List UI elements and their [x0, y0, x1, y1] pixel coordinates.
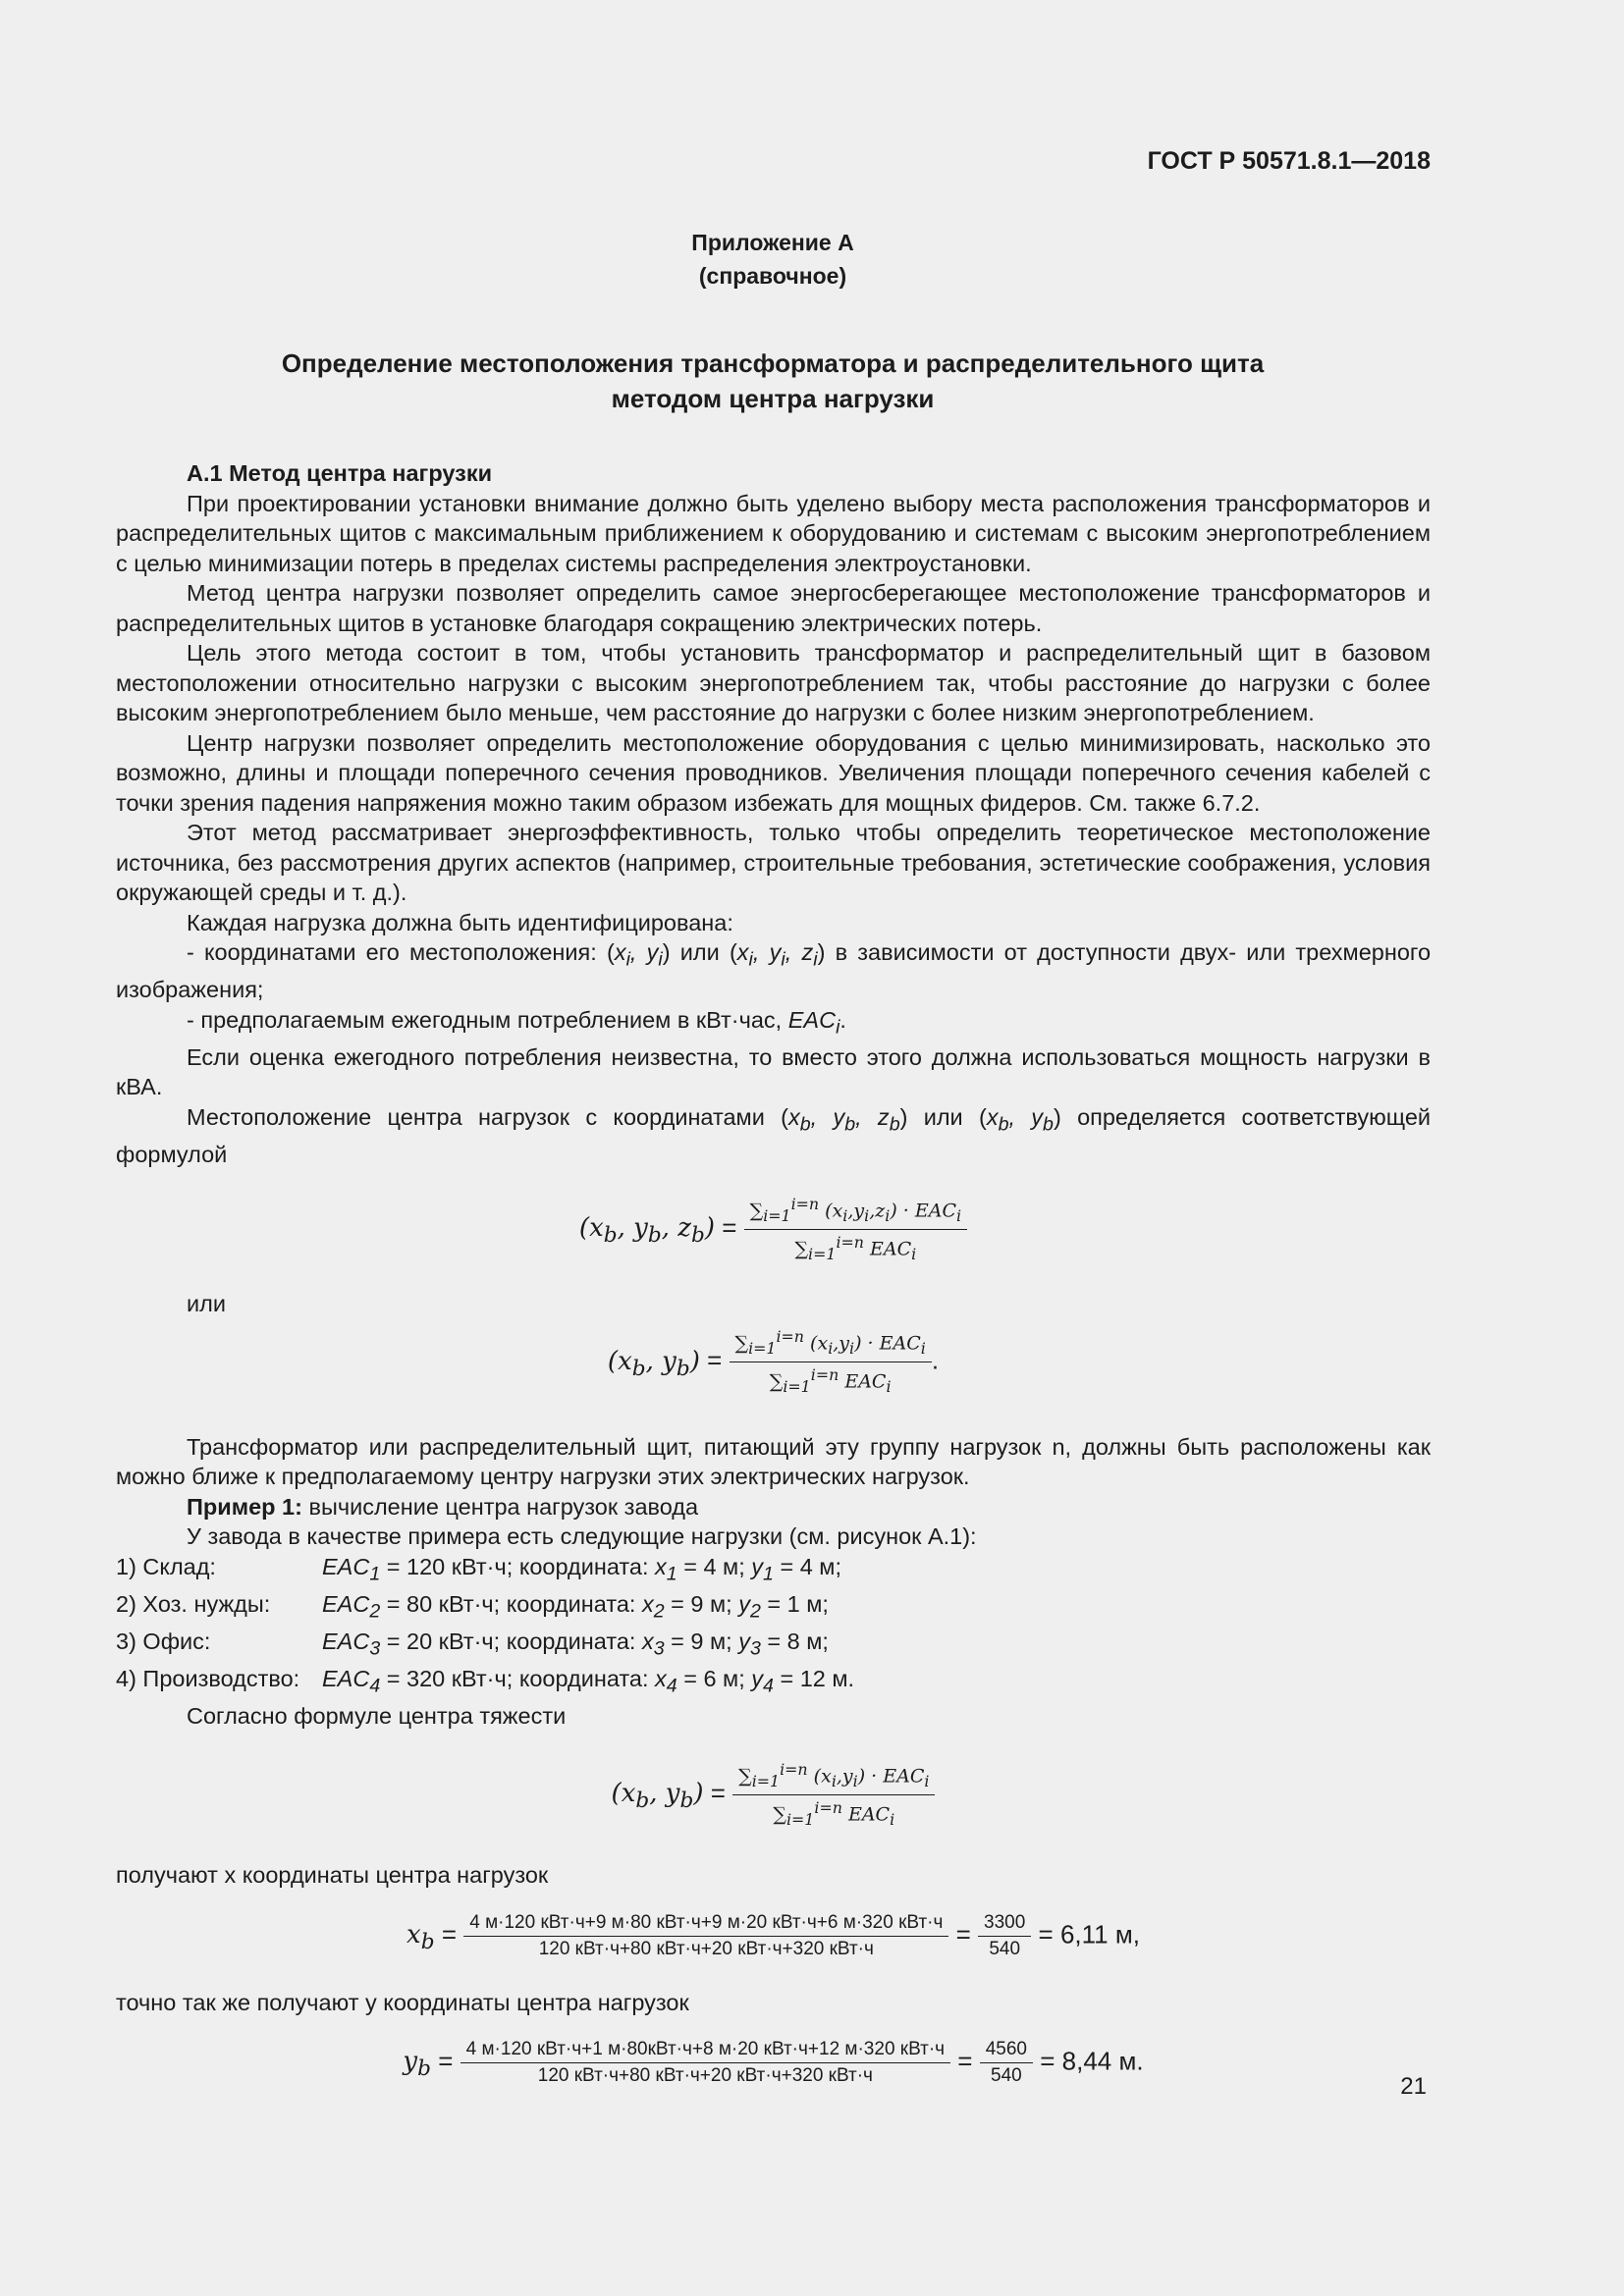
paragraph: Согласно формуле центра тяжести [187, 1703, 567, 1730]
paragraph: Метод центра нагрузки позволяет определить самое энергосберегающее местоположение трансформаторов и распределительных щитов в установке благодаря сокращению электрических потерь. [116, 580, 1431, 636]
formula-center-of-gravity: ($x_b$, $y_b$) = $\frac{\sum_{i=1}^{i=n} (x_i,y_i) \cdot EAC_i}{\sum_{i=1}^{i=n} EAC_i}$ [116, 1759, 1431, 1831]
appendix-subtitle: (справочное) [698, 263, 847, 289]
loads-list [116, 1552, 1431, 1702]
document-title-line2: методом центра нагрузки [611, 384, 935, 413]
document-title [0, 346, 1545, 416]
paragraph: Если оценка ежегодного потребления неизвестна, то вместо этого должна использоваться мощность нагрузки в кВА. [116, 1043, 1431, 1100]
paragraph-consumption: - предполагаемым ежегодным потреблением в кВт·час, $EAC_i$. [187, 1006, 846, 1039]
load-item: 3) Офис: $EAC_3 = 20$ кВт·ч; координата: $x_3 = 9$ м; $y_3 = 8$ м; [116, 1628, 829, 1660]
paragraph: Цель этого метода состоит в том, чтобы установить трансформатор и распределительный щит в базовом местоположении относительно нагрузки с высоким энергопотреблением так, чтобы расстояние до нагрузки с более высоким энергопотреблением было меньше, чем расстояние до нагрузки с более низким энергопотреблением. [116, 640, 1431, 725]
paragraph-load-center: Местоположение центра нагрузок с координатами ($x_b$, $y_b$, $z_b$) или ($x_b$, $y_b$) определяется соответствующей формулой [116, 1103, 1432, 1168]
load-item: 2) Хоз. нужды: $EAC_2 = 80$ кВт·ч; координата: $x_2 = 9$ м; $y_2 = 1$ м; [116, 1590, 829, 1623]
paragraph: получают x координаты центра нагрузок [116, 1862, 549, 1889]
example-heading: Пример 1: вычисление центра нагрузок завода [187, 1493, 699, 1520]
document-title-line1: Определение местоположения трансформатора и распределительного щита [281, 348, 1265, 378]
paragraph: точно так же получают y координаты центра нагрузок [116, 1989, 689, 2015]
load-item: 1) Склад: $EAC_1 = 120$ кВт·ч; координата: $x_1 = 4$ м; $y_1 = 4$ м; [116, 1553, 841, 1585]
paragraph: Этот метод рассматривает энергоэффективность, только чтобы определить теоретическое местоположение источника, без рассмотрения других аспектов (например, строительные требования, эстетические соображения, условия окружающей среды и т. д.). [116, 820, 1431, 905]
paragraph: Центр нагрузки позволяет определить местоположение оборудования с целью минимизировать, насколько это возможно, длины и площади поперечного сечения проводников. Увеличения площади поперечного сечения кабелей с точки зрения падения напряжения можно таким образом избежать для мощных фидеров. См. также 6.7.2. [116, 729, 1431, 816]
formula-yb: $y_b$ = $\frac{\text{4 м·120 кВт·ч+1 м·80кВт·ч+8 м·20 кВт·ч+12 м·320 кВт·ч}}{\text{120 кВт·ч+80 кВт·ч+20 кВт·ч+320 кВт·ч}}$ = $\frac{4560}{540}$ = 8,44 м. [403, 2039, 1144, 2087]
or-text: или [187, 1290, 226, 1316]
paragraph-coordinates: - координатами его местоположения: ($x_i$, $y_i$) или ($x_i$, $y_i$, $z_i$) в зависимости от доступности двух- или трехмерного изображения; [116, 939, 1432, 1003]
document-body [116, 458, 1431, 2087]
section-heading: А.1 Метод центра нагрузки [187, 460, 493, 486]
formula-xb: $x_b$ = $\frac{\text{4 м·120 кВт·ч+9 м·80 кВт·ч+9 м·20 кВт·ч+6 м·320 кВт·ч}}{\text{120 кВт·ч+80 кВт·ч+20 кВт·ч+320 кВт·ч}}$ = $\frac{3300}{540}$ = 6,11 м, [406, 1911, 1140, 1959]
paragraph: Каждая нагрузка должна быть идентифицирована: [187, 909, 733, 935]
standard-number: ГОСТ Р 50571.8.1—2018 [1147, 147, 1431, 175]
page-number: 21 [1400, 2073, 1427, 2100]
paragraph: У завода в качестве примера есть следующие нагрузки (см. рисунок А.1): [187, 1523, 977, 1550]
appendix-title: Приложение А [691, 230, 854, 255]
formula-2d: ($x_b$, $y_b$) = $\frac{\sum_{i=1}^{i=n} (x_i,y_i) \cdot EAC_i}{\sum_{i=1}^{i=n} EAC_i}$ . [607, 1327, 940, 1397]
formula-3d: ($x_b$, $y_b$, $z_b$) = $\frac{\sum_{i=1}^{i=n} (x_i,y_i,z_i) \cdot EAC_i}{\sum_{i=1}^{i=n} EAC_i}$ [116, 1194, 1431, 1265]
appendix-header [0, 226, 1545, 293]
paragraph: Трансформатор или распределительный щит, питающий эту группу нагрузок n, должны быть расположены как можно ближе к предполагаемому центру нагрузки этих электрических нагрузок. [116, 1433, 1431, 1490]
paragraph: При проектировании установки внимание должно быть уделено выбору места расположения трансформаторов и распределительных щитов с максимальным приближением к оборудованию и системам с высоким энергопотреблением с целью минимизации потерь в пределах системы распределения электроустановки. [116, 490, 1431, 576]
load-item: 4) Производство: $EAC_4 = 320$ кВт·ч; координата: $x_4 = 6$ м; $y_4 = 12$ м. [116, 1666, 855, 1697]
